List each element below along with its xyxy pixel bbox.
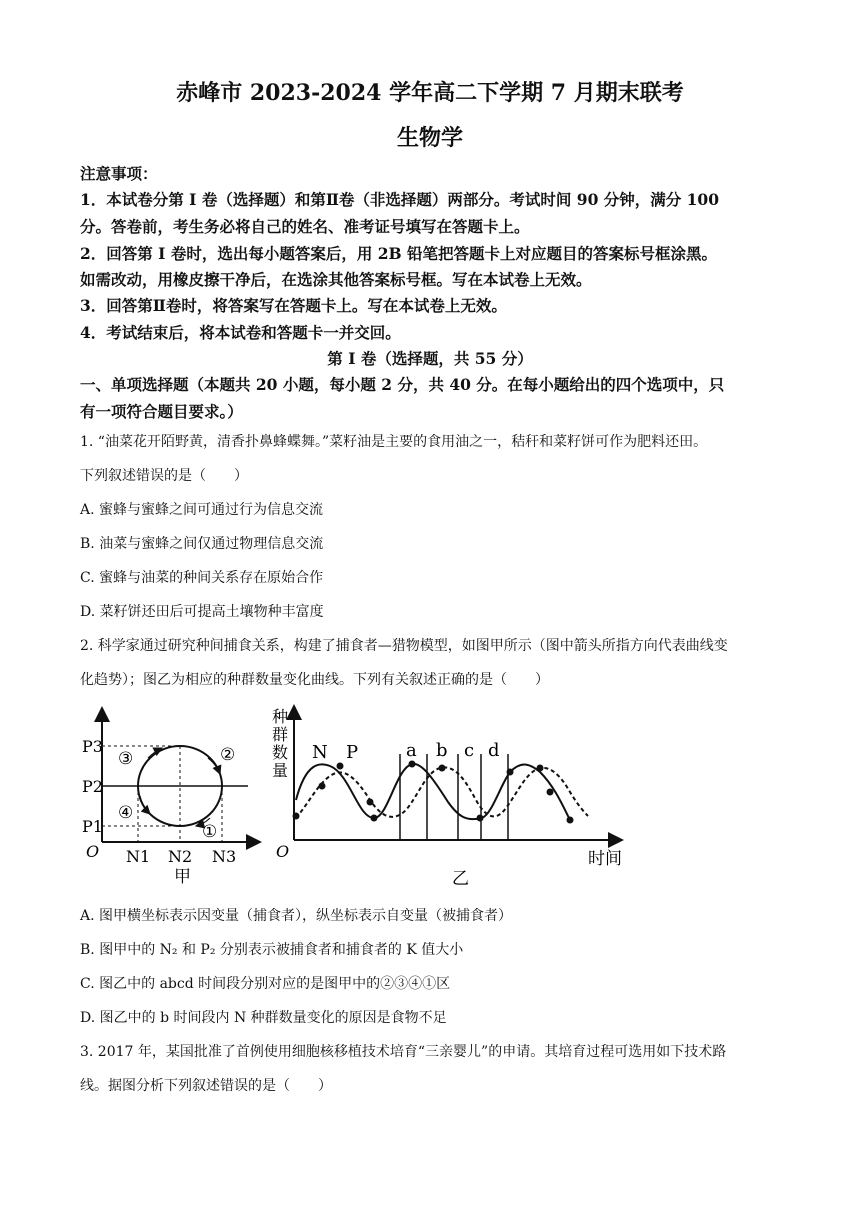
- q1-option-c: C. 蜜蜂与油菜的种间关系存在原始合作: [80, 570, 324, 586]
- jia-x-label-n1: N1: [126, 847, 151, 866]
- jia-y-label-p2: P2: [82, 777, 103, 796]
- subject-title: 生物学: [396, 125, 463, 151]
- jia-region-1: ①: [202, 822, 218, 842]
- jia-y-label-p1: P1: [82, 817, 103, 836]
- q1-stem-1: 1. “油菜花开陌野黄，清香扑鼻蜂蝶舞。”菜籽油是主要的食用油之一，秸秆和菜籽饼可作为肥料还田。: [80, 434, 708, 450]
- jia-caption: 甲: [174, 867, 191, 887]
- notes-item-4: 4．考试结束后，将本试卷和答题卡一并交回。: [80, 323, 401, 342]
- jia-x-label-n3: N3: [212, 847, 237, 866]
- jia-y-label-p3: P3: [82, 737, 103, 756]
- q3-stem-2: 线。据图分析下列叙述错误的是（ ）: [80, 1078, 332, 1094]
- yi-y-axis-label-2: 群: [272, 725, 289, 744]
- notes-item-2a: 2．回答第 I 卷时，选出每小题答案后，用 2B 铅笔把答题卡上对应题目的答案标号框涂黑。: [80, 244, 718, 263]
- q2-option-a: A. 图甲横坐标表示因变量（捕食者），纵坐标表示自变量（被捕食者）: [80, 908, 513, 924]
- q2-option-b: B. 图甲中的 N₂ 和 P₂ 分别表示被捕食者和捕食者的 K 值大小: [80, 942, 464, 958]
- yi-period-label-d: d: [488, 740, 500, 761]
- yi-y-axis-label-1: 种: [272, 707, 289, 726]
- yi-y-axis-label-4: 量: [272, 761, 289, 780]
- q1-option-a: A. 蜜蜂与蜜蜂之间可通过行为信息交流: [80, 502, 324, 518]
- yi-series-label-p: P: [346, 742, 359, 763]
- q2-option-d: D. 图乙中的 b 时间段内 N 种群数量变化的原因是食物不足: [80, 1010, 447, 1026]
- q2-stem-1: 2. 科学家通过研究种间捕食关系，构建了捕食者—猎物模型，如图甲所示（图中箭头所指方向代表曲线变: [80, 638, 728, 654]
- yi-period-label-b: b: [436, 740, 448, 761]
- q1-option-d: D. 菜籽饼还田后可提高土壤物种丰富度: [80, 604, 324, 620]
- q2-option-c: C. 图乙中的 abcd 时间段分别对应的是图甲中的②③④①区: [80, 976, 451, 992]
- jia-origin: O: [86, 842, 100, 861]
- yi-series-label-n: N: [312, 742, 328, 763]
- yi-caption: 乙: [452, 869, 469, 889]
- jia-x-label-n2: N2: [168, 847, 193, 866]
- jia-region-3: ③: [118, 749, 134, 769]
- notes-item-3: 3．回答第Ⅱ卷时，将答案写在答题卡上。写在本试卷上无效。: [80, 296, 507, 315]
- jia-region-2: ②: [220, 745, 236, 765]
- q3-stem-1: 3. 2017 年，某国批准了首例使用细胞核移植技术培育“三亲婴儿”的申请。其培育过程可选用如下技术路: [80, 1044, 727, 1060]
- notes-item-1a: 1．本试卷分第 I 卷（选择题）和第Ⅱ卷（非选择题）两部分。考试时间 90 分钟，满分 100: [80, 190, 720, 209]
- q1-stem-2: 下列叙述错误的是（ ）: [80, 468, 248, 484]
- q2-stem-2: 化趋势）；图乙为相应的种群数量变化曲线。下列有关叙述正确的是（ ）: [80, 672, 549, 688]
- part-heading-2: 有一项符合题目要求。）: [80, 402, 243, 421]
- yi-period-label-c: c: [464, 740, 475, 761]
- q1-option-b: B. 油菜与蜜蜂之间仅通过物理信息交流: [80, 536, 324, 552]
- yi-period-label-a: a: [406, 740, 417, 761]
- yi-x-axis-label: 时间: [588, 849, 622, 869]
- figure-yi: [270, 700, 640, 895]
- exam-title: 赤峰市 2023-2024 学年高二下学期 7 月期末联考: [176, 80, 684, 106]
- part-heading-1: 一、单项选择题（本题共 20 小题，每小题 2 分，共 40 分。在每小题给出的四个选项中，只: [80, 375, 725, 394]
- jia-region-4: ④: [118, 803, 134, 823]
- notes-item-1b: 分。答卷前，考生务必将自己的姓名、准考证号填写在答题卡上。: [80, 217, 530, 236]
- figure-jia: [80, 700, 270, 895]
- yi-origin: O: [276, 842, 290, 861]
- section-title: 第 I 卷（选择题，共 55 分）: [327, 349, 533, 368]
- yi-y-axis-label-3: 数: [272, 743, 289, 762]
- notes-heading: 注意事项：: [80, 164, 158, 183]
- notes-item-2b: 如需改动，用橡皮擦干净后，在选涂其他答案标号框。写在本试卷上无效。: [80, 270, 592, 289]
